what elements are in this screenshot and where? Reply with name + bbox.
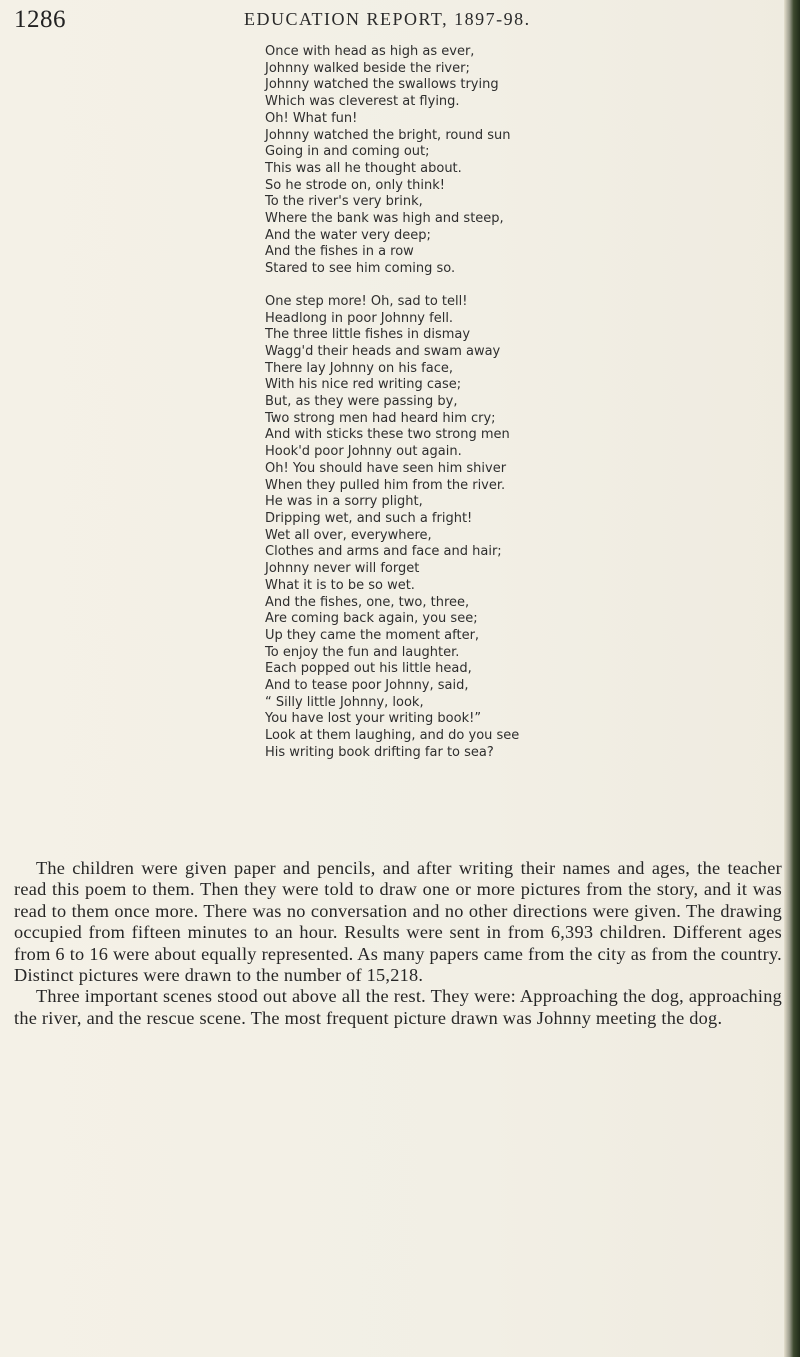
poem-line: Johnny walked beside the river; <box>265 60 470 76</box>
body-paragraph-1: The children were given paper and pencils, and after writing their names and ages, the teacher read this poem to them. Then they were told to draw one or more pictures from the story, and it was read to them once more. There was no conversation and no other directions were given. The drawing occupied from fifteen minutes to an hour. Results were sent in from 6,393 children. Different ages from 6 to 16 were about equally represented. As many papers came from the city as from the country. Distinct pictures were drawn to the number of 15,218. <box>14 858 782 986</box>
poem-line: And the fishes in a row <box>265 244 414 260</box>
body-paragraph-2: Three important scenes stood out above all the rest. They were: Approaching the dog, approaching the river, and the rescue scene. The most frequent picture drawn was Johnny meeting the dog. <box>14 986 782 1028</box>
poem-line: There lay Johnny on his face, <box>265 360 454 376</box>
poem-line: Oh! You should have seen him shiver <box>265 460 507 476</box>
poem-line: Wagg'd their heads and swam away <box>265 343 501 359</box>
poem-line: Dripping wet, and such a fright! <box>265 510 473 526</box>
poem-line: Each popped out his little head, <box>265 661 472 677</box>
poem-line: Which was cleverest at flying. <box>265 94 460 110</box>
poem-line: Hook'd poor Johnny out again. <box>265 444 462 460</box>
book-edge <box>784 0 800 1357</box>
poem-line: What it is to be so wet. <box>265 577 415 593</box>
poem-line: Headlong in poor Johnny fell. <box>265 310 454 326</box>
running-head: EDUCATION REPORT, 1897-98. <box>244 9 531 29</box>
poem-line: Johnny watched the bright, round sun <box>265 127 511 143</box>
poem-line: “ Silly little Johnny, look, <box>265 694 424 710</box>
poem-line: He was in a sorry plight, <box>265 494 423 510</box>
poem-line: To the river's very brink, <box>265 194 423 210</box>
poem-line: Look at them laughing, and do you see <box>265 728 520 744</box>
page-number: 1286 <box>14 6 66 33</box>
body-text <box>14 858 782 1029</box>
poem-line: With his nice red writing case; <box>265 377 462 393</box>
poem-line: Stared to see him coming so. <box>265 261 456 277</box>
poem-line: Johnny watched the swallows trying <box>265 77 499 93</box>
poem-line: When they pulled him from the river. <box>265 477 506 493</box>
poem-line: Up they came the moment after, <box>265 627 480 643</box>
poem-line: And the water very deep; <box>265 227 431 243</box>
poem-line: Where the bank was high and steep, <box>265 211 504 227</box>
poem-line: Going in and coming out; <box>265 144 430 160</box>
poem-line: Oh! What fun! <box>265 110 358 126</box>
poem-stanza-2 <box>265 294 765 762</box>
poem-line: You have lost your writing book!” <box>265 711 482 727</box>
stanza-break <box>265 278 765 294</box>
poem <box>265 44 765 762</box>
poem-line: The three little fishes in dismay <box>265 327 471 343</box>
poem-stanza-1 <box>265 44 765 278</box>
poem-line: Johnny never will forget <box>265 561 420 577</box>
poem-line: Two strong men had heard him cry; <box>265 410 496 426</box>
poem-line: And with sticks these two strong men <box>265 427 510 443</box>
poem-line: To enjoy the fun and laughter. <box>265 644 460 660</box>
poem-line: Clothes and arms and face and hair; <box>265 544 502 560</box>
poem-line: This was all he thought about. <box>265 160 462 176</box>
poem-line: Once with head as high as ever, <box>265 44 475 59</box>
poem-line: So he strode on, only think! <box>265 177 445 193</box>
poem-line: Are coming back again, you see; <box>265 611 478 627</box>
poem-line: His writing book drifting far to sea? <box>265 744 494 760</box>
poem-line: Wet all over, everywhere, <box>265 527 432 543</box>
poem-line: One step more! Oh, sad to tell! <box>265 293 468 309</box>
poem-line: And to tease poor Johnny, said, <box>265 678 469 694</box>
poem-line: But, as they were passing by, <box>265 394 458 410</box>
page-header <box>14 6 774 38</box>
poem-line: And the fishes, one, two, three, <box>265 594 470 610</box>
